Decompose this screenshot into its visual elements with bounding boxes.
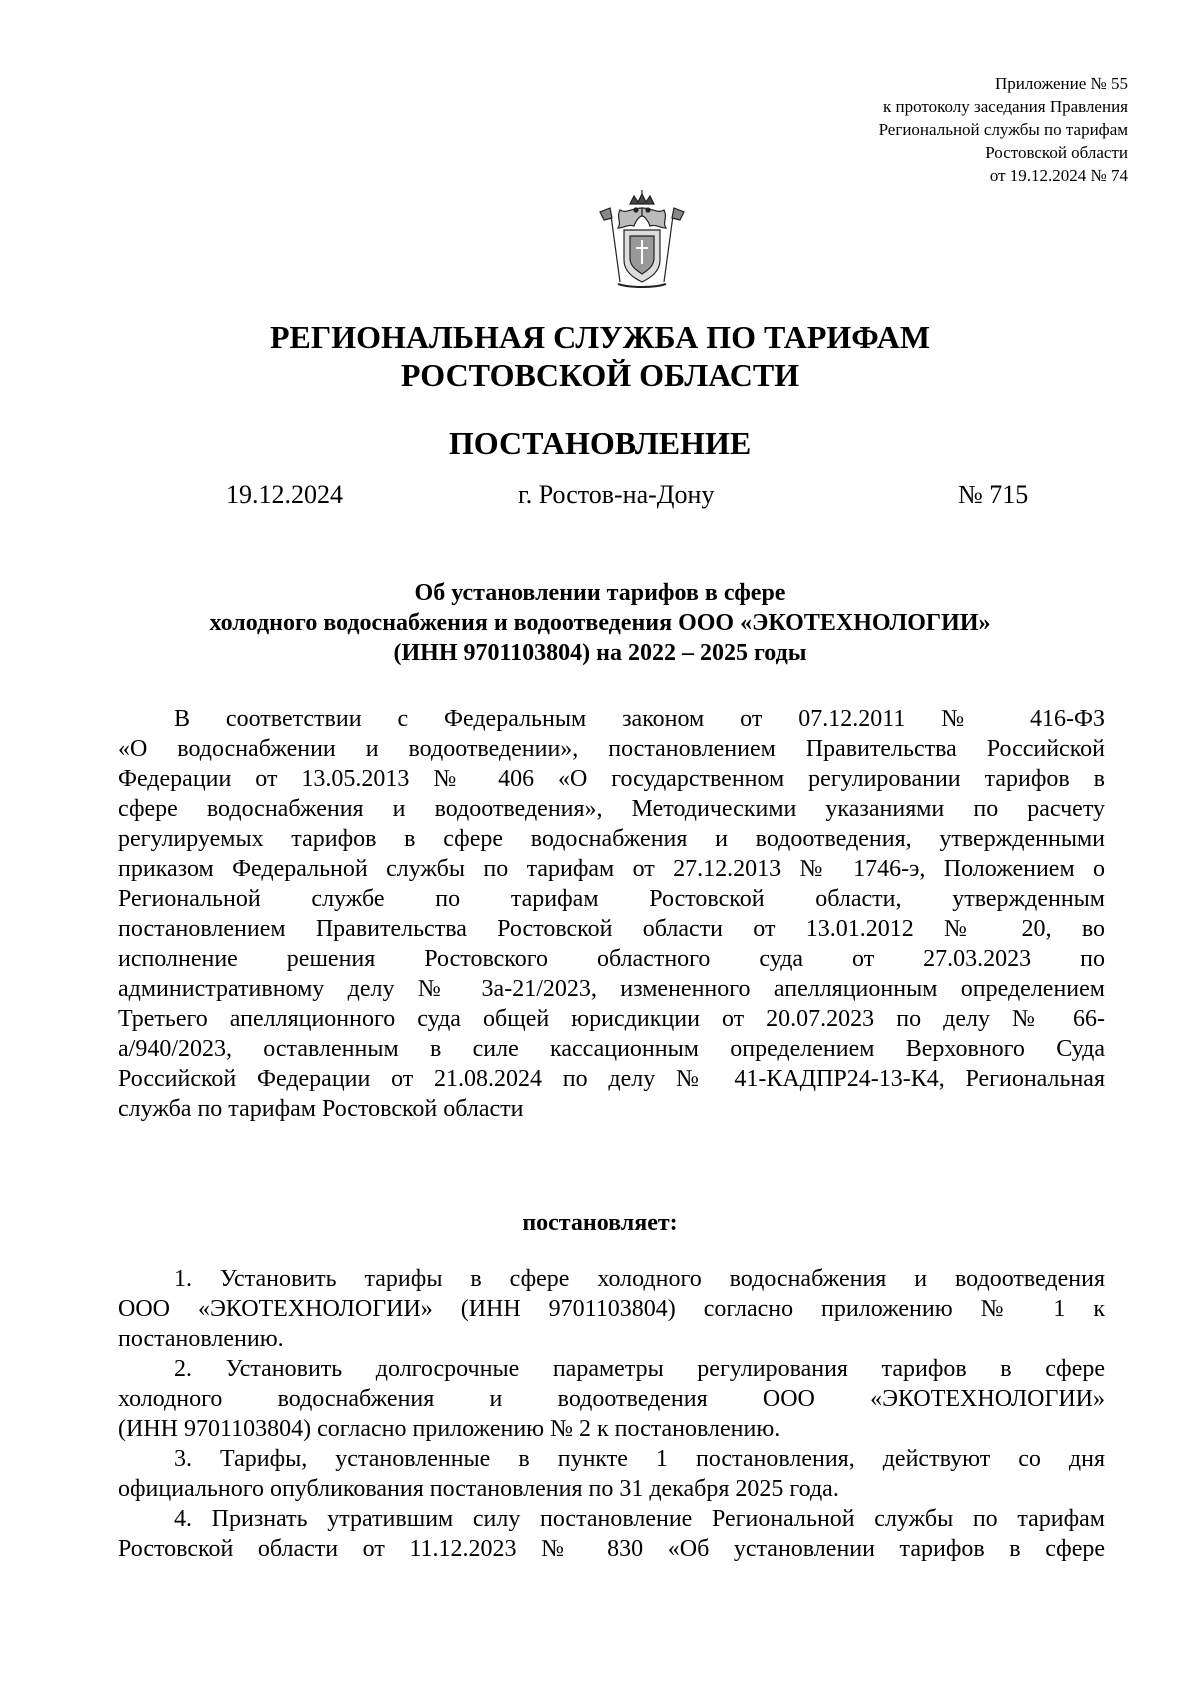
document-meta-row bbox=[0, 478, 1200, 512]
clause-line: Ростовской области от 11.12.2023 № 830 «Об установлении тарифов в сфере bbox=[118, 1536, 1105, 1562]
appendix-line: от 19.12.2024 № 74 bbox=[989, 166, 1128, 185]
preamble-line: регулируемых тарифов в сфере водоснабжения и водоотведения, утвержденными bbox=[118, 826, 1105, 852]
clause-line: 3. Тарифы, установленные в пункте 1 постановления, действуют со дня bbox=[174, 1446, 1105, 1472]
document-city: г. Ростов-на-Дону bbox=[518, 480, 715, 509]
resolves-heading: постановляет: bbox=[522, 1210, 678, 1236]
clause-3 bbox=[118, 1444, 1105, 1504]
preamble-line: Российской Федерации от 21.08.2024 по делу № 41-КАДПР24-13-К4, Региональная bbox=[118, 1066, 1105, 1092]
clause-line: постановлению. bbox=[118, 1326, 284, 1352]
clause-line: холодного водоснабжения и водоотведения ООО «ЭКОТЕХНОЛОГИИ» bbox=[118, 1386, 1105, 1412]
agency-name-line: РОСТОВСКОЙ ОБЛАСТИ bbox=[400, 357, 800, 393]
appendix-line: Региональной службы по тарифам bbox=[878, 120, 1128, 139]
preamble-line: «О водоснабжении и водоотведении», постановлением Правительства Российской bbox=[118, 736, 1105, 762]
document-type: ПОСТАНОВЛЕНИЕ bbox=[448, 425, 752, 461]
clause-line: 1. Установить тарифы в сфере холодного водоснабжения и водоотведения bbox=[174, 1266, 1105, 1292]
title-line: (ИНН 9701103804) на 2022 – 2025 годы bbox=[393, 640, 807, 666]
document-title bbox=[100, 578, 1100, 668]
title-line: холодного водоснабжения и водоотведения ООО «ЭКОТЕХНОЛОГИИ» bbox=[209, 610, 991, 636]
preamble-line: Региональной службе по тарифам Ростовской области, утвержденным bbox=[118, 886, 1105, 912]
preamble-line: Третьего апелляционного суда общей юрисдикции от 20.07.2023 по делу № 66- bbox=[118, 1006, 1105, 1032]
clause-line: 2. Установить долгосрочные параметры регулирования тарифов в сфере bbox=[174, 1356, 1105, 1382]
clause-line: 4. Признать утратившим силу постановление Региональной службы по тарифам bbox=[174, 1506, 1105, 1532]
clause-2 bbox=[118, 1354, 1105, 1444]
clause-1 bbox=[118, 1264, 1105, 1354]
document-number: № 715 bbox=[958, 480, 1029, 509]
preamble-line: а/940/2023, оставленным в силе кассационным определением Верховного Суда bbox=[118, 1036, 1105, 1062]
document-date: 19.12.2024 bbox=[226, 480, 343, 509]
clause-line: ООО «ЭКОТЕХНОЛОГИИ» (ИНН 9701103804) согласно приложению № 1 к bbox=[118, 1296, 1105, 1322]
preamble-line: исполнение решения Ростовского областного суда от 27.03.2023 по bbox=[118, 946, 1105, 972]
preamble-line: приказом Федеральной службы по тарифам от 27.12.2013 № 1746-э, Положением о bbox=[118, 856, 1105, 882]
appendix-line: к протоколу заседания Правления bbox=[883, 97, 1128, 116]
preamble-line: Федерации от 13.05.2013 № 406 «О государственном регулировании тарифов в bbox=[118, 766, 1105, 792]
preamble-line: административному делу № 3а-21/2023, измененного апелляционным определением bbox=[118, 976, 1105, 1002]
rostov-oblast-coat-of-arms-icon bbox=[596, 190, 688, 290]
clauses-list bbox=[118, 1264, 1105, 1564]
clause-4 bbox=[118, 1504, 1105, 1564]
appendix-note bbox=[728, 72, 1128, 187]
clause-line: (ИНН 9701103804) согласно приложению № 2 к постановлению. bbox=[118, 1416, 781, 1442]
preamble-line: В соответствии с Федеральным законом от 07.12.2011 № 416-ФЗ bbox=[174, 706, 1105, 732]
preamble-paragraph bbox=[118, 704, 1105, 1124]
agency-name bbox=[0, 318, 1200, 394]
clause-line: официального опубликования постановления по 31 декабря 2025 года. bbox=[118, 1476, 839, 1502]
preamble-line: служба по тарифам Ростовской области bbox=[118, 1096, 524, 1122]
appendix-line: Приложение № 55 bbox=[995, 74, 1128, 93]
title-line: Об установлении тарифов в сфере bbox=[414, 580, 786, 606]
agency-name-line: РЕГИОНАЛЬНАЯ СЛУЖБА ПО ТАРИФАМ bbox=[269, 319, 931, 355]
preamble-line: сфере водоснабжения и водоотведения», Методическими указаниями по расчету bbox=[118, 796, 1105, 822]
appendix-line: Ростовской области bbox=[985, 143, 1128, 162]
preamble-line: постановлением Правительства Ростовской области от 13.01.2012 № 20, во bbox=[118, 916, 1105, 942]
